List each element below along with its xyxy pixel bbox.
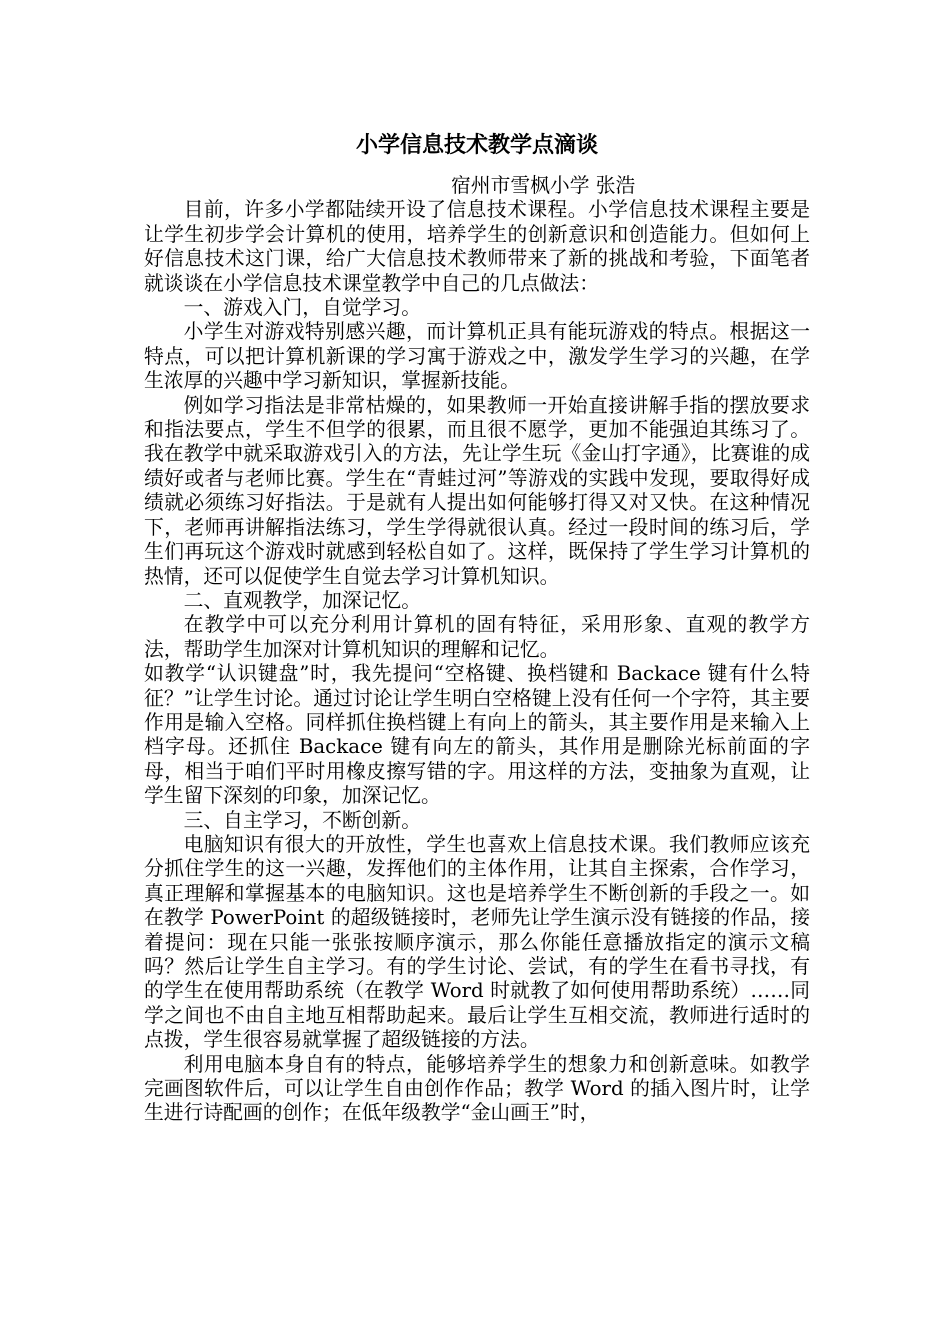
paragraph: 例如学习指法是非常枯燥的，如果教师一开始直接讲解手指的摆放要求和指法要点，学生不但学的很累，而且很不愿学，更加不能强迫其练习了。我在教学中就采取游戏引入的方法，先让学生玩《金山打字通》，比赛谁的成绩好或者与老师比赛。学生在“青蛙过河”等游戏的实践中发现，要取得好成绩就必须练习好指法。于是就有人提出如何能够打得又对又快。在这种情况下，老师再讲解指法练习，学生学得就很认真。经过一段时间的练习后，学生们再玩这个游戏时就感到轻松自如了。这样，既保持了学生学习计算机的热情，还可以促使学生自觉去学习计算机知识。 — [144, 393, 810, 588]
document-page — [144, 126, 810, 1126]
paragraph: 在教学中可以充分利用计算机的固有特征，采用形象、直观的教学方法，帮助学生加深对计算机知识的理解和记忆。 — [144, 613, 810, 661]
document-body — [144, 198, 810, 1125]
paragraph: 利用电脑本身自有的特点，能够培养学生的想象力和创新意味。如教学完画图软件后，可以让学生自由创作作品；教学 Word 的插入图片时，让学生进行诗配画的创作；在低年级教学“金山画王”时， — [144, 1052, 810, 1125]
author-line: 宿州市雪枫小学 张浩 — [451, 174, 636, 197]
paragraph: 一、游戏入门，自觉学习。 — [183, 296, 421, 320]
paragraph: 小学生对游戏特别感兴趣，而计算机正具有能玩游戏的特点。根据这一特点，可以把计算机新课的学习寓于游戏之中，激发学生学习的兴趣，在学生浓厚的兴趣中学习新知识，掌握新技能。 — [144, 320, 810, 393]
paragraph: 目前，许多小学都陆续开设了信息技术课程。小学信息技术课程主要是让学生初步学会计算机的使用，培养学生的创新意识和创造能力。但如何上好信息技术这门课，给广大信息技术教师带来了新的挑战和考验，下面笔者就谈谈在小学信息技术课堂教学中自己的几点做法： — [144, 198, 810, 295]
paragraph: 电脑知识有很大的开放性，学生也喜欢上信息技术课。我们教师应该充分抓住学生的这一兴趣，发挥他们的主体作用，让其自主探索，合作学习，真正理解和掌握基本的电脑知识。这也是培养学生不断创新的手段之一。如在教学 PowerPoint 的超级链接时，老师先让学生演示没有链接的作品，接着提问：现在只能一张张按顺序演示，那么你能任意播放指定的演示文稿吗？然后让学生自主学习。有的学生讨论、尝试，有的学生在看书寻找，有的学生在使用帮助系统（在教学 Word 时就教了如何使用帮助系统）……同学之间也不由自主地互相帮助起来。最后让学生互相交流，教师进行适时的点拨，学生很容易就掌握了超级链接的方法。 — [144, 832, 810, 1052]
paragraph: 三、自主学习，不断创新。 — [183, 808, 421, 832]
document-title: 小学信息技术教学点滴谈 — [355, 133, 598, 158]
paragraph: 二、直观教学，加深记忆。 — [183, 588, 421, 612]
paragraph: 如教学“认识键盘”时，我先提问“空格键、换档键和 Backace 键有什么特征？”让学生讨论。通过讨论让学生明白空格键上没有任何一个字符，其主要作用是输入空格。同样抓住换档键上有向上的箭头，其主要作用是来输入上档字母。还抓住 Backace 键有向左的箭头，其作用是删除光标前面的字母，相当于咱们平时用橡皮擦写错的字。用这样的方法，变抽象为直观，让学生留下深刻的印象，加深记忆。 — [144, 662, 810, 808]
